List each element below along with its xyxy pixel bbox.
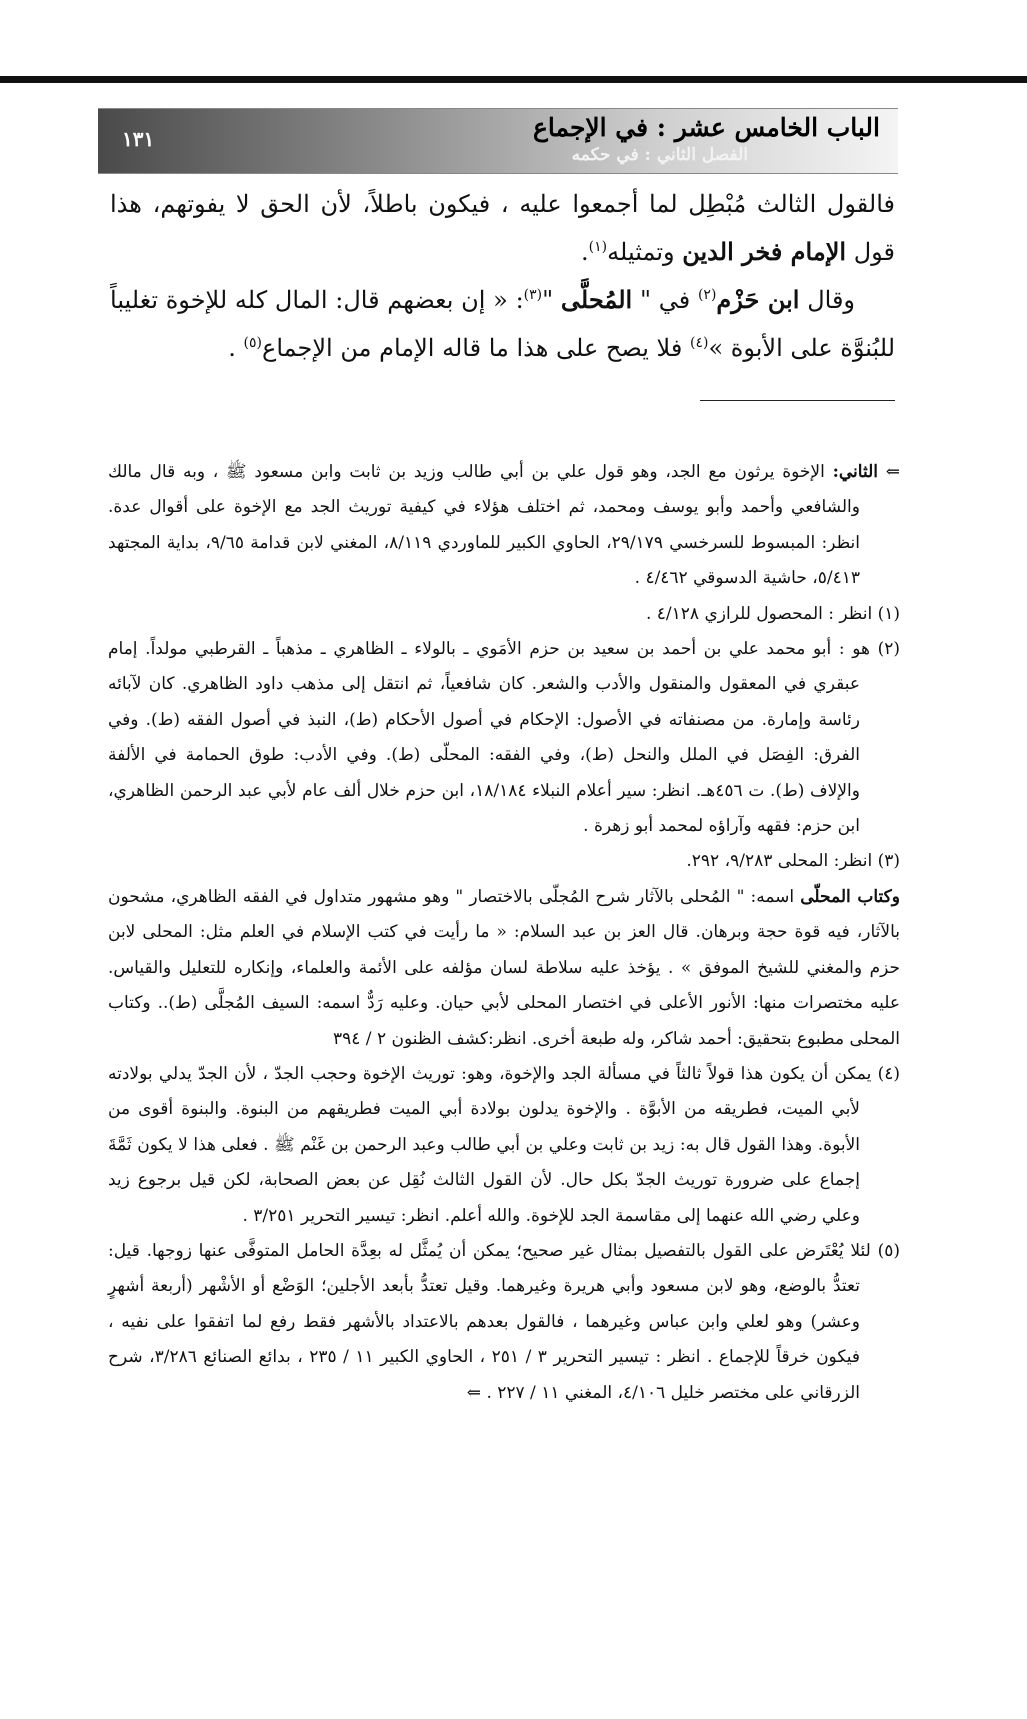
- p2-close: ": [542, 286, 561, 314]
- running-header: [98, 108, 898, 174]
- footnote-continuation: [108, 455, 900, 597]
- ibn-hazm-name: ابن حَزْم: [716, 285, 800, 314]
- p2-quote: : « إن بعضهم قال: المال كله للإخوة تغليباً للبُنوَّة على الأبوة »: [110, 286, 895, 362]
- p2-dot: .: [228, 334, 244, 362]
- main-paragraph-1: فالقول الثالث مُبْطِل لما أجمعوا عليه ، فيكون باطلاً، لأن الحق لا يفوتهم، هذا قول الإمام فخر الدين وتمثيله$^{(١)}$.: [110, 190, 895, 266]
- p2-intro: وقال: [799, 286, 856, 314]
- footnote-3-book: [108, 880, 900, 1057]
- section-title: الفصل الثاني : في حكمه: [571, 145, 748, 165]
- p2-in: في ": [632, 286, 698, 314]
- page-number: ١٣١: [122, 127, 155, 151]
- footnote-ref-5: (٥): [243, 335, 262, 351]
- continuation-text: الإخوة يرثون مع الجد، وهو قول علي بن أبي طالب وزيد بن ثابت وابن مسعود ﷺ ، وبه قال مالك والشافعي وأحمد وأبو يوسف ومحمد، ثم اختلف هؤلاء في كيفية توريث الجد مع الإخوة على أقوال عدة. انظر: المبسوط للسرخسي ٢٩/١٧٩، الحاوي الكبير للماوردي ٨/١١٩، المغني لابن قدامة ٩/٦٥، بداية المجتهد ٥/٤١٣، حاشية الدسوقي ٤/٤٦٢ .: [108, 462, 860, 589]
- continuation-label: الثاني:: [832, 462, 878, 482]
- footnote-3: (٣) انظر: المحلى ٩/٢٨٣، ٢٩٢.: [686, 851, 900, 872]
- footnote-ref-1: (١): [588, 239, 608, 255]
- chapter-title: الباب الخامس عشر : في الإجماع: [532, 113, 880, 142]
- footnote-1: (١) انظر : المحصول للرازي ٤/١٢٨ .: [645, 603, 900, 624]
- footnote-5-text: (٥) لئلا يُعْتَرض على القول بالتفصيل بمثال غير صحيح؛ يمكن أن يُمثَّل له بعِدَّة الحامل المتوفَّى عنها زوجها. قيل: تعتدُّ بالوضع، وهو لابن مسعود وأبي هريرة وغيرهما. وقيل تعتدُّ بأبعد الأجلين؛ الوَضْع أو الأشْهر (أربعة أشهرٍ وعشر) وهو لعلي وابن عباس وغيرهما ، فالقول بعدهم بالاعتداد بالأشهر فقط رفع لما اتفقوا على نفيه ، فيكون خرقاً للإجماع . انظر : تيسير التحرير ٣ / ٢٥١ ، الحاوي الكبير ١١ / ٢٣٥ ، بدائع الصنائع ٣/٢٨٦، شرح الزرقاني على مختصر خليل ٤/١٠٦، المغني ١١ / ٢٢٧ .: [108, 1240, 900, 1403]
- footnote-5: [108, 1234, 900, 1411]
- footnote-separator: [700, 400, 895, 401]
- footnote-ref-4: (٤): [689, 335, 709, 351]
- p1-text-b: وتمثيله: [607, 238, 683, 266]
- p2-end: فلا يصح على هذا ما قاله الإمام من الإجماع: [262, 334, 690, 362]
- muhalla-book-label: وكتاب المحلّى: [800, 886, 900, 907]
- muhalla-title: المُحلَّى: [560, 285, 633, 314]
- footnote-2: (٢) هو : أبو محمد علي بن أحمد بن سعيد بن حزم الأمَوي ـ بالولاء ـ الظاهري ـ مذهباً ـ القرطبي مولداً. إمام عبقري في المعقول والمنقول والأدب والشعر. كان شافعياً، ثم انتقل إلى مذهب داود الظاهري. كان لآبائه رئاسة وإمارة. من مصنفاته في الأصول: الإحكام في أصول الأحكام (ط)، النبذ في أصول الفقه (ط). وفي الفرق: الفِصَل في الملل والنحل (ط)، وفي الفقه: المحلّى (ط). وفي الأدب: طوق الحمامة في الألفة والإلاف (ط). ت ٤٥٦هـ. انظر: سير أعلام النبلاء ١٨/١٨٤، ابن حزم خلال ألف عام لأبي عبد الرحمن الظاهري، ابن حزم: فقهه وآراؤه لمحمد أبو زهرة .: [108, 639, 900, 837]
- footnotes: [108, 455, 900, 1411]
- muhalla-book-text: اسمه: " المُحلى بالآثار شرح المُجلّى بالاختصار " وهو مشهور متداول في الفقه الظاهري، مشحون بالآثار، فيه قوة حجة وبرهان. قال العز بن عبد السلام: « ما رأيت في كتب الإسلام في العلم مثل: المحلى لابن حزم والمغني للشيخ الموفق » . يؤخذ عليه سلاطة لسان مؤلفه على الأئمة والعلماء، وإنكاره للتعليل والقياس. عليه مختصرات منها: الأنور الأعلى في اختصار المحلى لأبي حيان. وعليه رَدٌّ اسمه: السيف المُجلَّى (ط).. وكتاب المحلى مطبوع بتحقيق: أحمد شاكر، وله طبعة أخرى. انظر:كشف الظنون ٢ / ٣٩٤: [108, 886, 900, 1049]
- continued-arrow-icon: ⇐: [466, 1382, 487, 1403]
- main-paragraph-2: [110, 276, 895, 372]
- fakhr-al-din-name: الإمام فخر الدين: [682, 237, 847, 266]
- footnote-4: (٤) يمكن أن يكون هذا قولاً ثالثاً في مسألة الجد والإخوة، وهو: توريث الإخوة وحجب الجدّ ، لأن الجدّ يدلي بولادته لأبي الميت، فطريقه من الأبوَّة . والإخوة يدلون بولادة أبي الميت فطريقهم من البنوة. والبنوة أقوى من الأبوة. وهذا القول قال به: زيد بن ثابت وعلي بن أبي طالب وعبد الرحمن بن غَنْم ﷺ . فعلى هذا لا يكون ثَمَّةَ إجماع على ضرورة توريث الجدّ بكل حال. لأن القول الثالث نُقِل عن بعض الصحابة، لكن قيل برجوع زيد وعلي رضي الله عنهما إلى مقاسمة الجد للإخوة. والله أعلم. انظر: تيسير التحرير ٣/٢٥١ .: [108, 1063, 900, 1226]
- footnote-ref-3: (٣): [523, 287, 543, 303]
- p1-text-a: فالقول الثالث مُبْطِل لما أجمعوا عليه ، فيكون باطلاً، لأن الحق لا يفوتهم، هذا قول: [110, 190, 895, 266]
- main-text: [110, 180, 895, 372]
- continued-arrow-icon: ⇐: [877, 462, 900, 482]
- top-rule: [0, 76, 1027, 83]
- footnote-ref-2: (٢): [697, 287, 717, 303]
